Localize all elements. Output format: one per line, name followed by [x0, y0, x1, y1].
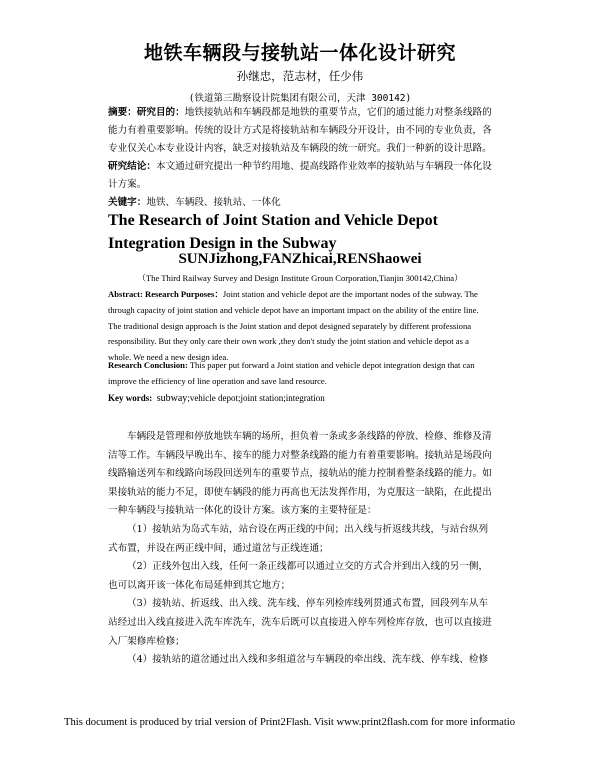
affiliation-en: （The Third Railway Survey and Design Institute Groun Corporation,Tianjin 300142,China）	[137, 273, 463, 283]
abstract-en: Abstract: Research Purposes：Joint station and vehicle depot are the important nodes of the subway. The through capacity of joint station and vehicle depot have an important impact on the ability of the entire line. The traditional design approach is the Joint station and depot designed separately by different professiona responsibility. But they only care their own work ,they don't study the joint station and vehicle depot as a whole. We need a new design idea.	[108, 289, 479, 363]
abstract-label-cn: 摘要：	[108, 107, 137, 118]
authors-cn: 孙继忠，范志材，任少伟	[236, 69, 364, 83]
keywords-text-cn: 地铁、车辆段、接轨站、一体化	[146, 197, 281, 208]
body-paragraph: （1）接轨站为岛式车站，站台设在两正线的中间；出入线与折返线共线，与站台纵列式布置，并设在两正线中间，通过道岔与正线连通；	[108, 523, 489, 554]
purpose-label-cn: 研究目的：	[136, 107, 185, 118]
body-paragraph: 车辆段是管理和停放地铁车辆的场所，担负着一条或多条线路的停放、检修、维修及清洁等工作。车辆段早晚出车、接车的能力对整条线路的能力有着重要影响。接轨站是场段向线路输送列车和线路向场段回送列车的重要节点，接轨站的能力控制着整条线路的能力。如果接轨站的能力不足，即使车辆段的能力再高也无法发挥作用，为克服这一缺陷，在此提出一种车辆段与接轨站一体化的设计方案。该方案的主要特征是：	[108, 431, 492, 517]
conclusion-en	[108, 358, 492, 390]
conclusion-label-cn: 研究结论：	[108, 161, 156, 172]
body-text	[108, 428, 496, 670]
body-paragraph: （2）正线外包出入线，任何一条正线都可以通过立交的方式合并到出入线的另一侧，也可以离开该一体化布局延伸到其它地方；	[108, 561, 489, 591]
body-paragraph: （3）接轨站、折返线、出入线、洗车线、停车列检库线列贯通式布置，回段列车从车站经过出入线直接进入洗车库洗车，洗车后既可以直接进入停车列检库存放，也可以直接进入厂架修库检修；	[108, 598, 492, 647]
conclusion-text-cn: 本文通过研究提出一种节约用地、提高线路作业效率的接轨站与车辆段一体化设计方案。	[108, 161, 492, 190]
keywords-en	[108, 391, 492, 407]
keywords-label-en: Key words:	[108, 393, 153, 403]
purpose-text-cn: 地铁接轨站和车辆段都是地铁的重要节点，它们的通过能力对整条线路的能力有着重要影响。传统的设计方式是将接轨站和车辆段分开设计，由不同的专业负责，各专业仅关心本专业设计内容，缺乏对接轨站及车辆段的统一研究。我们一种新的设计思路。	[108, 107, 492, 154]
keywords-text-en: ;vehicle depot;joint station;integration	[187, 393, 325, 403]
abstract-text-en: Joint station and vehicle depot are the important nodes of the subway. The through capacity of joint station and vehicle depot have an important impact on the ability of the entire line. The traditional design approach is the Joint station and depot designed separately by different professiona responsibility. But they only care their own work ,they don't study the joint station and vehicle depot as a whole. We need a new design idea.	[108, 289, 479, 363]
conclusion-text-en: This paper put forward a Joint station and vehicle depot integration design that can improve the efficiency of line operation and save land resource.	[108, 360, 475, 386]
authors-en: SUNJizhong,FANZhicai,RENShaowei	[178, 251, 422, 267]
keyword-subway: subway	[156, 393, 188, 404]
paper-title-cn: 地铁车辆段与接轨站一体化设计研究	[143, 42, 456, 64]
keywords-label-cn: 关键字：	[108, 197, 147, 208]
abstract-cn	[108, 104, 492, 194]
affiliation-cn: (铁道第三勘察设计院集团有限公司，天津 300142)	[188, 93, 412, 104]
conclusion-label-en: Research Conclusion:	[108, 360, 188, 370]
trial-watermark-footer: This document is produced by trial version of Print2Flash. Visit www.print2flash.com for more informatio	[64, 717, 515, 728]
abstract-label-en: Abstract	[108, 289, 140, 299]
paper-title-en: The Research of Joint Station and Vehicle Depot Integration Design in the Subway	[108, 212, 438, 252]
purpose-label-en: Research Purposes	[145, 289, 215, 299]
body-paragraph: （4）接轨站的道岔通过出入线和多组道岔与车辆段的牵出线、洗车线、停车线、检修	[127, 654, 489, 666]
